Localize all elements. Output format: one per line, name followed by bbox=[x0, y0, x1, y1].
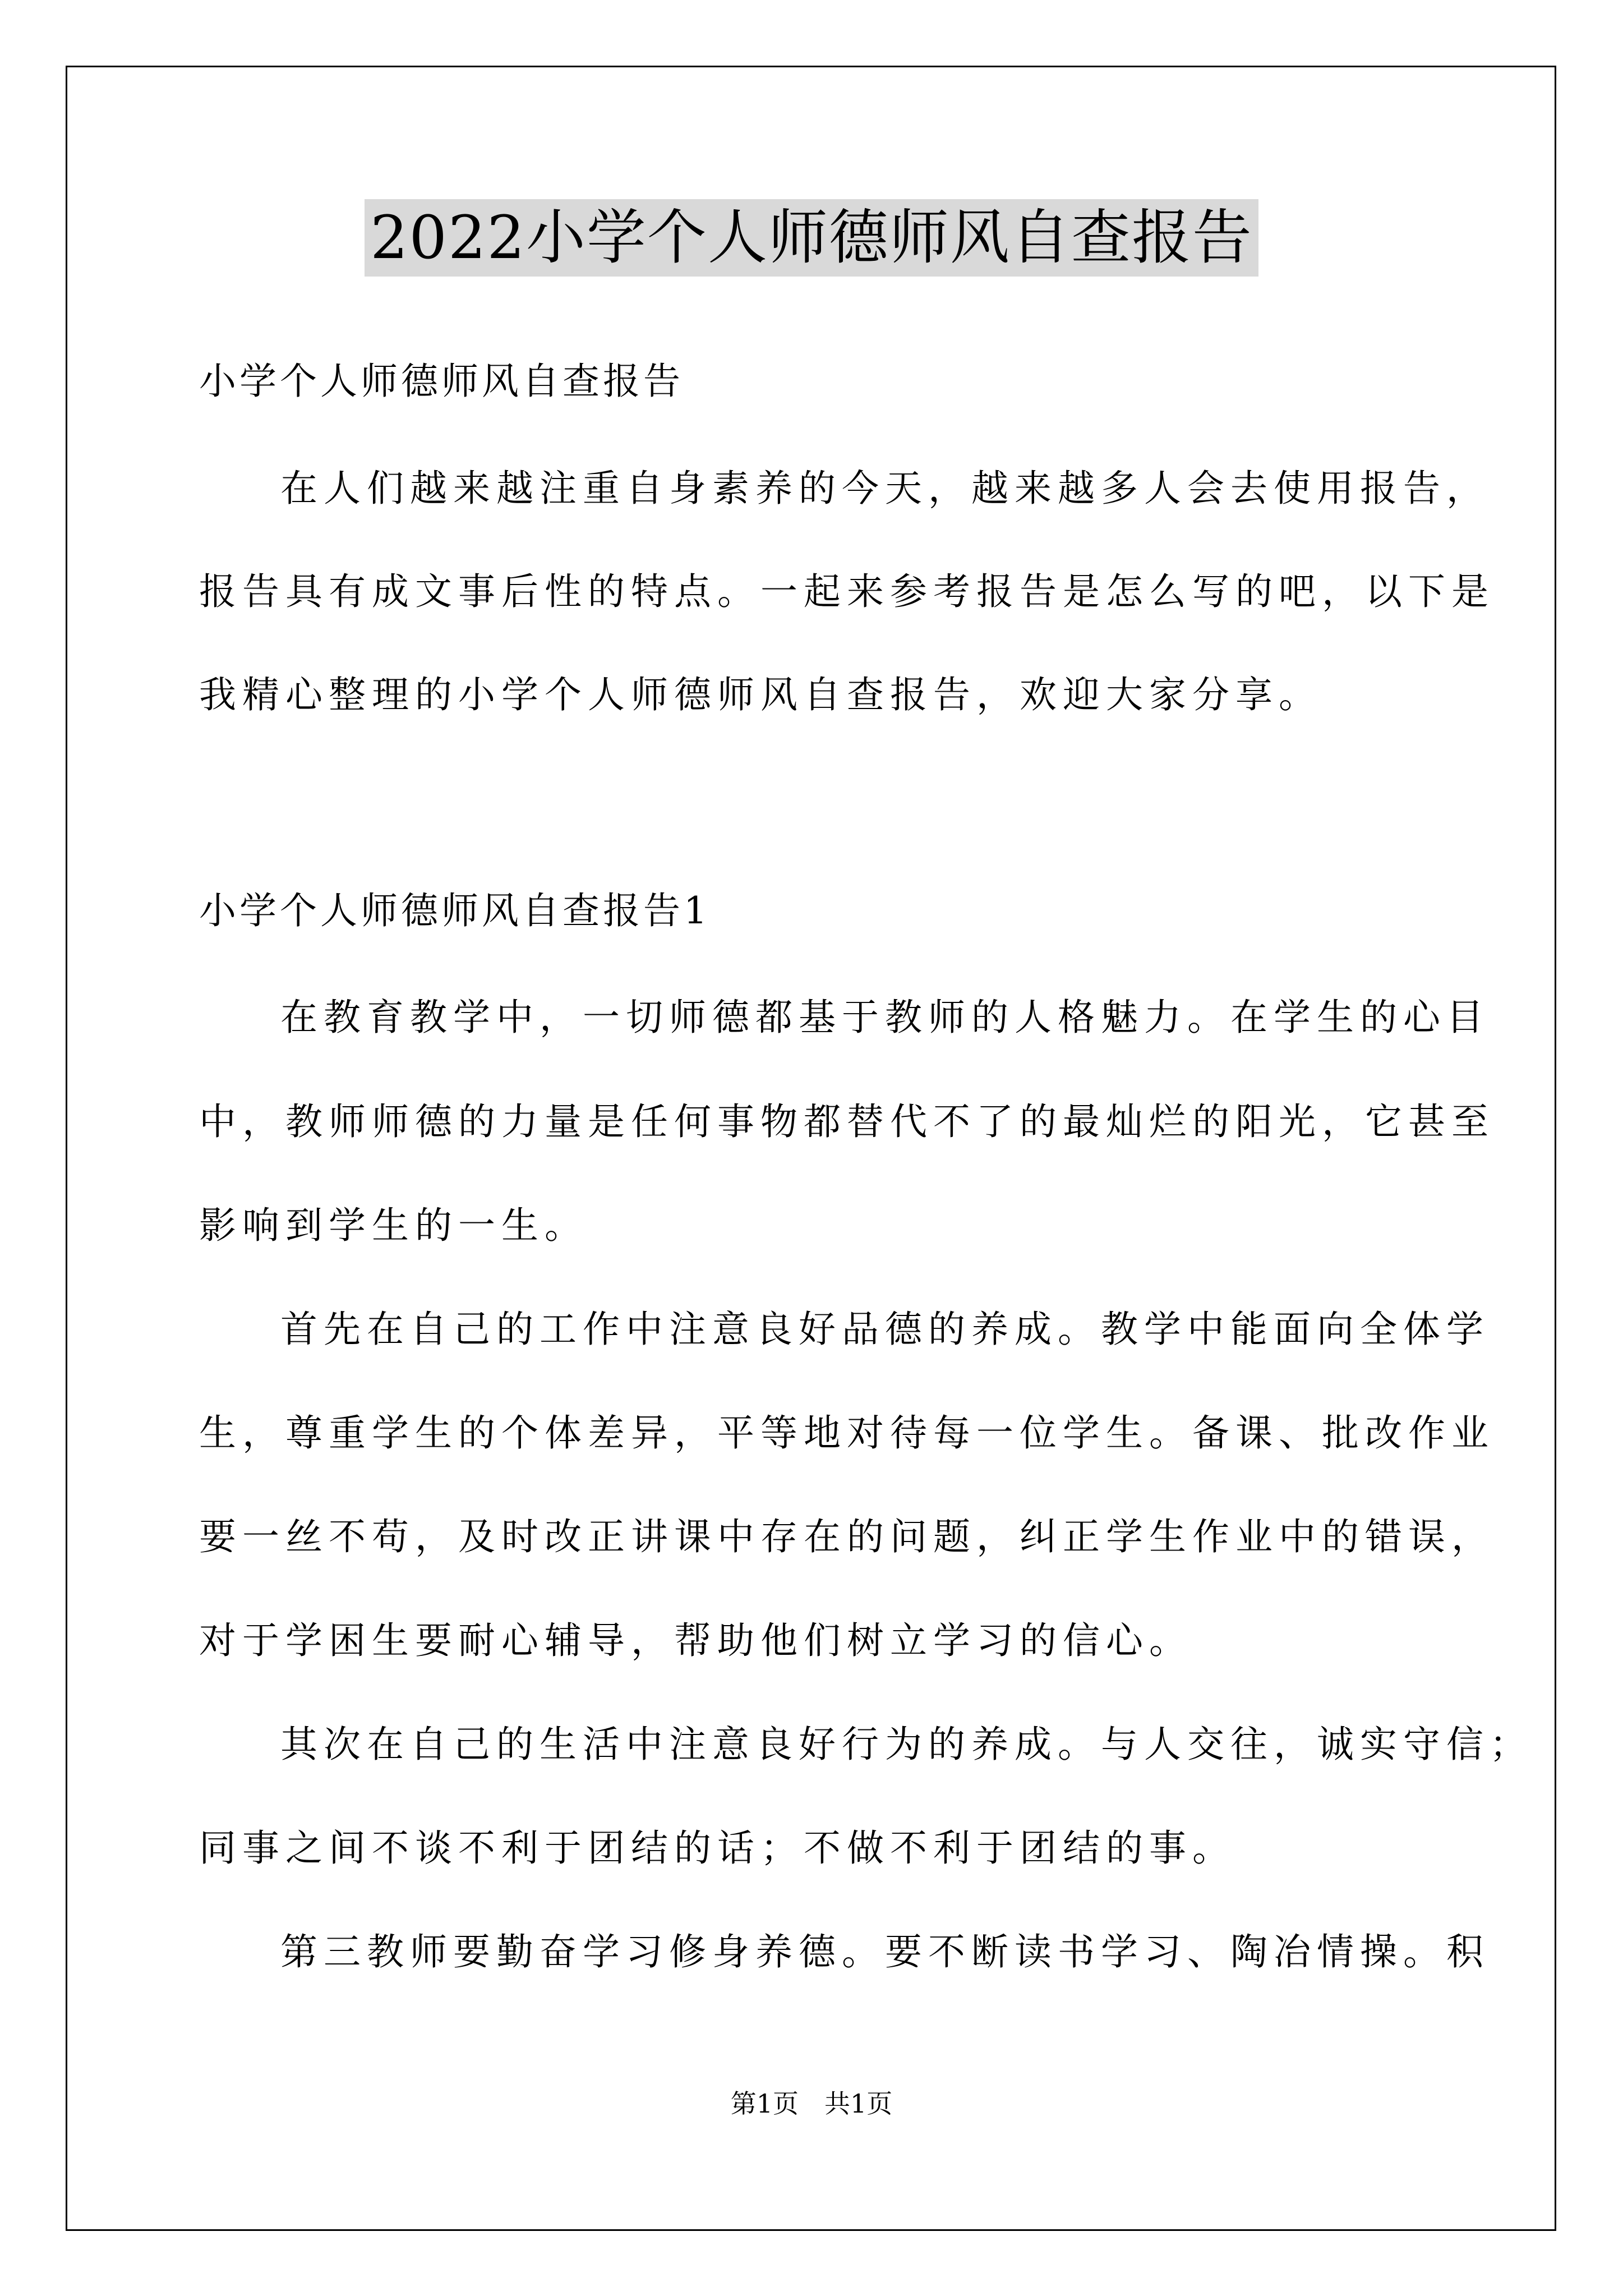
page-footer: 第1页 共1页 bbox=[730, 2088, 893, 2119]
paragraph-line: 同事之间不谈不利于团结的话；不做不利于团结的事。 bbox=[199, 1826, 1235, 1870]
paragraph-line: 第三教师要勤奋学习修身养德。要不断读书学习、陶冶情操。积 bbox=[280, 1930, 1490, 1973]
section-heading: 小学个人师德师风自查报告1 bbox=[199, 889, 711, 932]
section-heading: 小学个人师德师风自查报告 bbox=[199, 360, 684, 403]
paragraph-line: 在教育教学中，一切师德都基于教师的人格魅力。在学生的心目 bbox=[280, 996, 1490, 1039]
paragraph-line: 在人们越来越注重自身素养的今天，越来越多人会去使用报告， bbox=[280, 467, 1490, 510]
document-title: 2022小学个人师德师风自查报告 bbox=[365, 199, 1258, 277]
title-container bbox=[0, 199, 1623, 277]
paragraph-line: 其次在自己的生活中注意良好行为的养成。与人交往，诚实守信； bbox=[280, 1723, 1533, 1766]
paragraph-line: 中，教师师德的力量是任何事物都替代不了的最灿烂的阳光，它甚至 bbox=[199, 1100, 1495, 1143]
paragraph-line: 我精心整理的小学个人师德师风自查报告，欢迎大家分享。 bbox=[199, 673, 1322, 716]
paragraph-line: 生，尊重学生的个体差异，平等地对待每一位学生。备课、批改作业 bbox=[199, 1411, 1495, 1455]
paragraph-line: 报告具有成文事后性的特点。一起来参考报告是怎么写的吧，以下是 bbox=[199, 570, 1495, 613]
paragraph-line: 对于学困生要耐心辅导，帮助他们树立学习的信心。 bbox=[199, 1619, 1192, 1662]
paragraph-line: 首先在自己的工作中注意良好品德的养成。教学中能面向全体学 bbox=[280, 1308, 1490, 1351]
paragraph-line: 要一丝不苟，及时改正讲课中存在的问题，纠正学生作业中的错误， bbox=[199, 1515, 1495, 1558]
paragraph-line: 影响到学生的一生。 bbox=[199, 1204, 588, 1247]
